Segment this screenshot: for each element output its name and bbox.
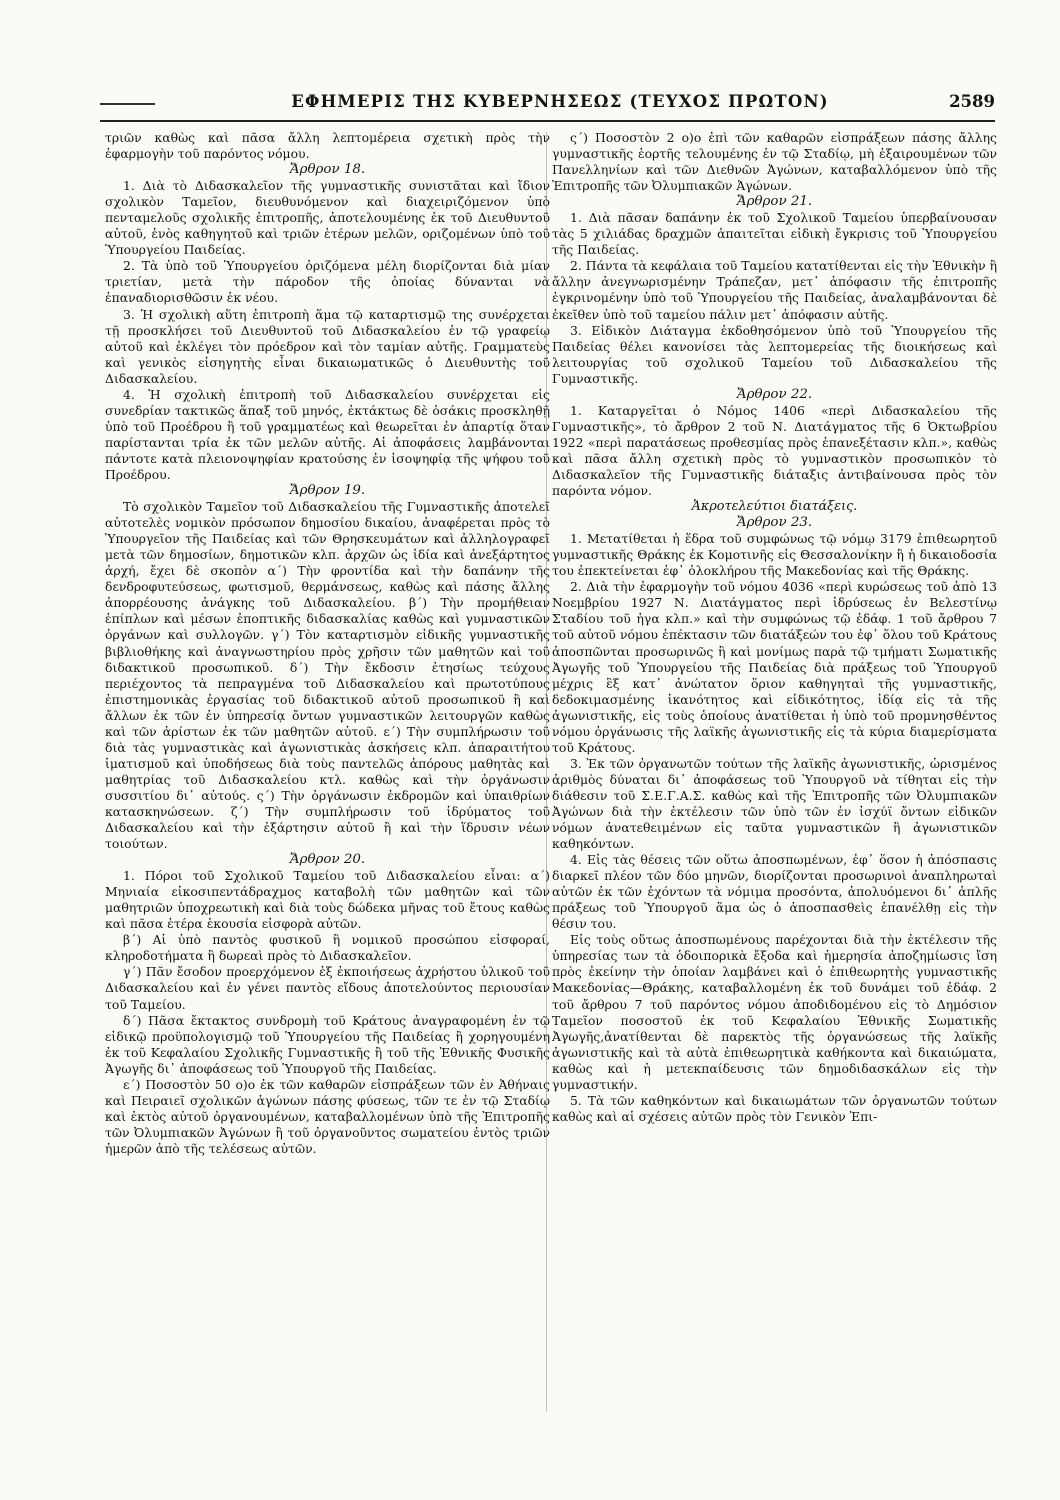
paragraph: β΄) Αἱ ὑπὸ παντὸς φυσικοῦ ἢ νομικοῦ προσώπου εἰσφοραί, κληροδοτήματα ἢ δωρεαὶ πρὸς τὸ Διδασκαλεῖον. (105, 932, 550, 964)
article-heading: Ἄρθρον 18. (289, 162, 366, 178)
paragraph: 3. Εἰδικὸν Διάταγμα ἐκδοθησόμενον ὑπὸ τοῦ Ὑπουργείου τῆς Παιδείας θέλει κανονίσει τὰς λεπτομερείας τῆς διοικήσεως καὶ λειτουργίας τοῦ σχολικοῦ Ταμείου τοῦ Διδασκαλείου τῆς Γυμναστικῆς. (552, 322, 997, 386)
paragraph: ς΄) Ποσοστὸν 2 ο)ο ἐπὶ τῶν καθαρῶν εἰσπράξεων πάσης ἄλλης γυμναστικῆς ἑορτῆς τελουμένης ἐν τῷ Σταδίῳ, μὴ ἐξαιρουμένων τῶν Πανελληνίων καὶ τῶν Διεθνῶν Ἀγώνων, καταβαλλόμενον ὑπὸ τῆς Ἐπιτροπῆς τῶν Ὀλυμπιακῶν Ἀγώνων. (552, 130, 997, 194)
left-column (105, 130, 550, 1157)
paragraph: Τὸ σχολικὸν Ταμεῖον τοῦ Διδασκαλείου τῆς Γυμναστικῆς ἀποτελεῖ αὐτοτελὲς νομικὸν πρόσωπον δημοσίου δικαίου, ἀναφέρεται πρὸς τὸ Ὑπουργεῖον τῆς Παιδείας καὶ τῶν Θρησκευμάτων καὶ ἀλληλογραφεῖ μετὰ τῶν δημοσίων, δημοτικῶν κλπ. ἀρχῶν ὡς ἰδία καὶ ἀνεξάρτητος ἀρχή, ἔχει δὲ σκοπὸν α΄) Τὴν φροντίδα καὶ τὴν δαπάνην τῆς δενδροφυτεύσεως, φωτισμοῦ, θερμάνσεως, καθὼς καὶ πάσης ἄλλης ἀπορρέουσης ἀνάγκης τοῦ Διδασκαλείου. β΄) Τὴν προμήθειαν ἐπίπλων καὶ μέσων ἐποπτικῆς διδασκαλίας καθὼς καὶ γυμναστικῶν ὀργάνων καὶ συλλογῶν. γ΄) Τὸν καταρτισμὸν εἰδικῆς γυμναστικῆς βιβλιοθήκης καὶ ἀναγνωστηρίου πρὸς χρῆσιν τῶν μαθητῶν καὶ τοῦ διδακτικοῦ προσωπικοῦ. δ΄) Τὴν ἔκδοσιν ἐτησίως τεύχους περιέχοντος τὰ πεπραγμένα τοῦ Διδασκαλείου καὶ πρωτοτύπους ἐπιστημονικὰς ἐργασίας τοῦ διδακτικοῦ αὐτοῦ προσωπικοῦ ἢ καὶ ἄλλων ἐκ τῶν ἐν ὑπηρεσίᾳ ὄντων γυμναστικῶν λειτουργῶν καθὼς καὶ τῶν ἀρίστων ἐκ τῶν μαθητῶν αὐτοῦ. ε΄) Τὴν συμπλήρωσιν τοῦ διὰ τὰς γυμναστικὰς καὶ ἀγωνιστικὰς ἀσκήσεις κλπ. ἀπαραιτήτου ἱματισμοῦ καὶ ὑποδήσεως διὰ τοὺς παντελῶς ἀπόρους μαθητὰς καὶ μαθητρίας τοῦ Διδασκαλείου κτλ. καθὼς καὶ τὴν ὀργάνωσιν συσσιτίου δι᾽ αὐτούς. ς΄) Τὴν ὀργάνωσιν ἐκδρομῶν καὶ ὑπαιθρίων κατασκηνώσεων. ζ΄) Τὴν συμπλήρωσιν τοῦ ἱδρύματος τοῦ Διδασκαλείου καὶ τὴν ἐξάρτησιν αὐτοῦ ἢ καὶ τὴν ἵδρυσιν νέων τοιούτων. (105, 499, 550, 852)
header-rule (100, 103, 155, 105)
page-number: 2589 (949, 92, 995, 111)
page-header (100, 86, 995, 122)
paragraph: 1. Διὰ πᾶσαν δαπάνην ἐκ τοῦ Σχολικοῦ Ταμείου ὑπερβαίνουσαν τὰς 5 χιλιάδας δραχμῶν ἀπαιτεῖται εἰδικὴ ἔγκρισις τοῦ Ὑπουργείου τῆς Παιδείας. (552, 210, 997, 258)
paragraph: Εἰς τοὺς οὕτως ἀποσπωμένους παρέχονται διὰ τὴν ἐκτέλεσιν τῆς ὑπηρεσίας των τὰ ὁδοιπορικὰ ἔξοδα καὶ ἡμερησία ἀποζημίωσις ἴση πρὸς ἐκείνην τὴν ὁποίαν λαμβάνει καὶ ὁ ἐπιθεωρητὴς γυμναστικῆς Μακεδονίας—Θράκης, καταβαλλομένη ἐκ τοῦ δυνάμει τοῦ ἐδάφ. 2 τοῦ ἄρθρου 7 τοῦ παρόντος νόμου ἀποδιδομένου εἰς τὸ Δημόσιον Ταμεῖον ποσοστοῦ ἐκ τοῦ Κεφαλαίου Ἐθνικῆς Σωματικῆς Ἀγωγῆς,ἀνατίθενται δὲ παρεκτὸς τῆς ὀργανώσεως τῆς λαϊκῆς ἀγωνιστικῆς καὶ τὰ αὐτὰ ἐπιθεωρητικὰ καθήκοντα καὶ δικαιώματα, καθὼς καὶ ἡ μετεκπαίδευσις τῶν δημοδιδασκάλων εἰς τὴν γυμναστικήν. (552, 932, 997, 1092)
paragraph: 1. Πόροι τοῦ Σχολικοῦ Ταμείου τοῦ Διδασκαλείου εἶναι: α΄) Μηνιαία εἰκοσιπεντάδραχμος καταβολὴ τῶν μαθητῶν καὶ τῶν μαθητριῶν ὑποχρεωτικὴ καὶ διὰ τοὺς δώδεκα μῆνας τοῦ ἔτους καθὼς καὶ πᾶσα ἑτέρα ἑκουσία εἰσφορὰ αὐτῶν. (105, 868, 550, 932)
article-heading: Ἄρθρον 23. (736, 515, 813, 531)
article-heading: Ἄρθρον 19. (289, 483, 366, 499)
paragraph: 1. Καταργεῖται ὁ Νόμος 1406 «περὶ Διδασκαλείου τῆς Γυμναστικῆς», τὸ ἄρθρον 2 τοῦ Ν. Διατάγματος τῆς 6 Ὀκτωβρίου 1922 «περὶ παρατάσεως προθεσμίας πρὸς ἐπανεξέτασιν κλπ.», καθὼς καὶ πᾶσα ἄλλη σχετικὴ πρὸς τὸ γυμναστικὸν προσωπικὸν τὸ Διδασκαλεῖον τῆς Γυμναστικῆς διάταξις ἀντιβαίνουσα πρὸς τὸν παρόντα νόμον. (552, 402, 997, 499)
paragraph: 4. Ἡ σχολικὴ ἐπιτροπὴ τοῦ Διδασκαλείου συνέρχεται εἰς συνεδρίαν τακτικῶς ἅπαξ τοῦ μηνός, ἐκτάκτως δὲ ὁσάκις προσκληθῇ ὑπὸ τοῦ Προέδρου ἢ τοῦ γραμματέως καὶ θεωρεῖται ἐν ἀπαρτίᾳ ὅταν παρίστανται τρία ἐκ τῶν μελῶν αὐτῆς. Αἱ ἀποφάσεις λαμβάνονται πάντοτε κατὰ πλειονοψηφίαν κρατούσης ἐν ἰσοψηφίᾳ τῆς ψήφου τοῦ Προέδρου. (105, 386, 550, 482)
paragraph: δ΄) Πᾶσα ἔκτακτος συνδρομὴ τοῦ Κράτους ἀναγραφομένη ἐν τῷ εἰδικῷ προϋπολογισμῷ τοῦ Ὑπουργείου τῆς Παιδείας ἢ χορηγουμένη ἐκ τοῦ Κεφαλαίου Σχολικῆς Γυμναστικῆς ἢ τοῦ τῆς Ἐθνικῆς Φυσικῆς Ἀγωγῆς δι᾽ ἀποφάσεως τοῦ Ὑπουργοῦ τῆς Παιδείας. (105, 1012, 550, 1076)
right-column (552, 130, 997, 1125)
article-heading: Ἄρθρον 21. (736, 194, 813, 210)
article-heading: Ἄρθρον 20. (289, 852, 366, 868)
paragraph: 4. Εἰς τὰς θέσεις τῶν οὕτω ἀποσπωμένων, ἐφ᾽ ὅσον ἡ ἀπόσπασις διαρκεῖ πλέον τῶν δύο μηνῶν, διορίζονται προσωρινοὶ ἀναπληρωταὶ αὐτῶν ἐκ τῶν ἐχόντων τὰ νόμιμα προσόντα, ἀπολυόμενοι δι᾽ ἁπλῆς πράξεως τοῦ Ὑπουργοῦ ἅμα ὡς ὁ ἀποσπασθεὶς ἐπανέλθῃ εἰς τὴν θέσιν του. (552, 852, 997, 932)
section-heading: Ἀκροτελεύτιοι διατάξεις. (691, 499, 858, 515)
page-title: ΕΦΗΜΕΡΙΣ ΤΗΣ ΚΥΒΕΡΝΗΣΕΩΣ (ΤΕΥΧΟΣ ΠΡΩΤΟΝ) (291, 92, 829, 111)
paragraph: 3. Ἐκ τῶν ὀργανωτῶν τούτων τῆς λαϊκῆς ἀγωνιστικῆς, ὡρισμένος ἀριθμὸς δύναται δι᾽ ἀποφάσεως τοῦ Ὑπουργοῦ νὰ τίθηται εἰς τὴν διάθεσιν τοῦ Σ.Ε.Γ.Α.Σ. καθὼς καὶ τῆς Ἐπιτροπῆς τῶν Ὀλυμπιακῶν Ἀγώνων διὰ τὴν ἐκτέλεσιν τῶν ὑπὸ τῶν ἐν ἰσχύϊ ὄντων εἰδικῶν νόμων ἀνατεθειμένων εἰς ταῦτα γυμναστικῶν ἢ ἀγωνιστικῶν καθηκόντων. (552, 755, 997, 852)
paragraph: γ΄) Πᾶν ἔσοδον προερχόμενον ἐξ ἐκποιήσεως ἀχρήστου ὑλικοῦ τοῦ Διδασκαλείου καὶ ἐν γένει παντὸς εἴδους ἀποτελούντος περιουσίαν τοῦ Ταμείου. (105, 964, 550, 1012)
paragraph: τριῶν καθὼς καὶ πᾶσα ἄλλη λεπτομέρεια σχετικὴ πρὸς τὴν ἐφαρμογὴν τοῦ παρόντος νόμου. (105, 130, 550, 162)
paragraph: 3. Ἡ σχολικὴ αὕτη ἐπιτροπὴ ἅμα τῷ καταρτισμῷ της συνέρχεται τῇ προσκλήσει τοῦ Διευθυντοῦ τοῦ Διδασκαλείου ἐν τῷ γραφείῳ αὐτοῦ καὶ ἐκλέγει τὸν πρόεδρον καὶ τὸν ταμίαν αὐτῆς. Γραμματεὺς καὶ γενικὸς εἰσηγητὴς εἶναι δικαιωματικῶς ὁ Διευθυντὴς τοῦ Διδασκαλείου. (105, 306, 550, 386)
paragraph: ε΄) Ποσοστὸν 50 ο)ο ἐκ τῶν καθαρῶν εἰσπράξεων τῶν ἐν Ἀθήναις καὶ Πειραιεῖ σχολικῶν ἀγώνων πάσης φύσεως, τῶν τε ἐν τῷ Σταδίῳ καὶ ἐκτὸς αὐτοῦ ὀργανουμένων, καταβαλλομένων ὑπὸ τῆς Ἐπιτροπῆς τῶν Ὀλυμπιακῶν Ἀγώνων ἢ τοῦ ὀργανοῦντος σωματείου ἐντὸς τριῶν ἡμερῶν ἀπὸ τῆς τελέσεως αὐτῶν. (105, 1076, 550, 1156)
article-heading: Ἄρθρον 22. (736, 386, 813, 402)
paragraph: 5. Τὰ τῶν καθηκόντων καὶ δικαιωμάτων τῶν ὀργανωτῶν τούτων καθὼς καὶ αἱ σχέσεις αὐτῶν πρὸς τὸν Γενικὸν Ἐπι- (552, 1092, 997, 1124)
paragraph: 2. Πάντα τὰ κεφάλαια τοῦ Ταμείου κατατίθενται εἰς τὴν Ἐθνικὴν ἢ ἄλλην ἀνεγνωρισμένην Τράπεζαν, μετ᾽ ἀπόφασιν τῆς ἐπιτροπῆς ἐγκρινομένην ὑπὸ τοῦ Ὑπουργείου τῆς Παιδείας, ἀναλαμβάνονται δὲ ἐκεῖθεν ὑπὸ τοῦ ταμείου πάλιν μετ᾽ ἀπόφασιν αὐτῆς. (552, 258, 997, 322)
paragraph: 1. Μετατίθεται ἡ ἕδρα τοῦ συμφώνως τῷ νόμῳ 3179 ἐπιθεωρητοῦ γυμναστικῆς Θράκης ἐκ Κομοτινῆς εἰς Θεσσαλονίκην ἢ ἡ δικαιοδοσία του ἐπεκτείνεται ἐφ᾽ ὁλοκλήρου τῆς Μακεδονίας καὶ τῆς Θράκης. (552, 531, 997, 579)
paragraph: 2. Διὰ τὴν ἐφαρμογὴν τοῦ νόμου 4036 «περὶ κυρώσεως τοῦ ἀπὸ 13 Νοεμβρίου 1927 Ν. Διατάγματος περὶ ἱδρύσεως ἐν Βελεστίνῳ Σταδίου τοῦ ἠγα κλπ.» καὶ τὴν συμφώνως τῷ ἐδάφ. 1 τοῦ ἄρθρου 7 τοῦ αὐτοῦ νόμου ἐπέκτασιν τῶν διατάξεών του ἐφ᾽ ὅλου τοῦ Κράτους ἀποσπῶνται προσωρινῶς ἢ καὶ μονίμως παρὰ τῷ τμήματι Σωματικῆς Ἀγωγῆς τοῦ Ὑπουργείου τῆς Παιδείας διὰ πράξεως τοῦ Ὑπουργοῦ μέχρις ἓξ κατ᾽ ἀνώτατον ὅριον καθηγηταὶ τῆς γυμναστικῆς, δεδοκιμασμένης ἱκανότητος καὶ εἰδικότητος, ἰδίᾳ εἰς τὰ τῆς ἀγωνιστικῆς, εἰς τοὺς ὁποίους ἀνατίθεται ἡ ὑπὸ τοῦ προμνησθέντος νόμου ὀργάνωσις τῆς λαϊκῆς ἀγωνιστικῆς εἰς τὰ κύρια διαμερίσματα τοῦ Κράτους. (552, 579, 997, 755)
paragraph: 1. Διὰ τὸ Διδασκαλεῖον τῆς γυμναστικῆς συνιστᾶται καὶ ἴδιον σχολικὸν Ταμεῖον, διευθυνόμενον καὶ διαχειριζόμενον ὑπὸ πενταμελοῦς σχολικῆς ἐπιτροπῆς, ἀποτελουμένης ἐκ τοῦ Διευθυντοῦ αὐτοῦ, ἑνὸς καθηγητοῦ καὶ τριῶν ἑτέρων μελῶν, οριζομένων ὑπὸ τοῦ Ὑπουργείου Παιδείας. (105, 178, 550, 258)
paragraph: 2. Τὰ ὑπὸ τοῦ Ὑπουργείου ὁριζόμενα μέλη διορίζονται διὰ μίαν τριετίαν, μετὰ τὴν πάροδον τῆς ὁποίας δύνανται νὰ ἐπαναδιορισθῶσιν ἐκ νέου. (105, 258, 550, 306)
